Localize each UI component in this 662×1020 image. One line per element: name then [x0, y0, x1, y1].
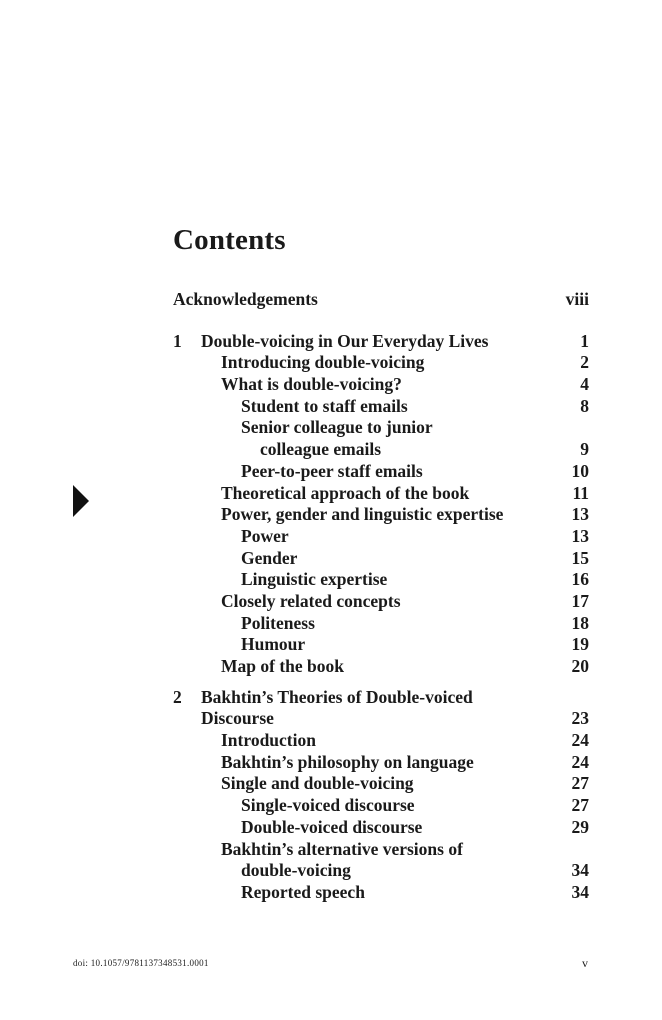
- toc-subsection-page: 13: [571, 525, 589, 546]
- toc-entry-title: Acknowledgements: [173, 289, 318, 309]
- toc-subsection-title: Peer-to-peer staff emails: [241, 460, 423, 481]
- toc-section-title: What is double-voicing?: [221, 374, 402, 395]
- toc-section[interactable]: [173, 656, 589, 678]
- toc-section-title: Closely related concepts: [221, 590, 401, 611]
- toc-section-continued[interactable]: [173, 860, 589, 882]
- toc-subsection-page: 29: [571, 816, 589, 837]
- toc-subsection[interactable]: [173, 548, 589, 570]
- toc-subsection-page: 9: [580, 439, 589, 460]
- toc-subsection[interactable]: [173, 882, 589, 904]
- chapter-title-continued: Discourse: [201, 708, 274, 729]
- toc-subsection-title: Gender: [241, 547, 298, 568]
- toc-section-page: 2: [580, 352, 589, 373]
- chapter-number: 2: [173, 686, 182, 707]
- toc-entry-page: viii: [565, 289, 589, 309]
- chapter-page: 23: [571, 708, 589, 729]
- toc-subsection-page: 27: [571, 795, 589, 816]
- toc-subsection[interactable]: [173, 526, 589, 548]
- chapter-title: Bakhtin’s Theories of Double-voiced: [201, 686, 473, 707]
- toc-subsection-page: 10: [571, 460, 589, 481]
- toc-section[interactable]: [173, 839, 589, 861]
- toc-subsection-title: Senior colleague to junior: [241, 417, 433, 438]
- toc-subsection-title: Politeness: [241, 612, 315, 633]
- toc-chapter-2[interactable]: [173, 687, 589, 709]
- chapter-title: Double-voicing in Our Everyday Lives: [201, 330, 489, 351]
- page-title: Contents: [173, 224, 286, 256]
- chapter-number: 1: [173, 330, 182, 351]
- toc-chapter-2-continued[interactable]: [173, 708, 589, 730]
- toc-subsection[interactable]: [173, 634, 589, 656]
- toc-section-page: 20: [571, 656, 589, 676]
- toc-subsection-continued[interactable]: [173, 439, 589, 461]
- toc-section-title: Bakhtin’s philosophy on language: [221, 751, 474, 772]
- toc-section-title: Power, gender and linguistic expertise: [221, 504, 504, 525]
- toc-subsection[interactable]: [173, 461, 589, 483]
- toc-section-page: 24: [571, 730, 589, 751]
- toc-section[interactable]: [173, 591, 589, 613]
- toc-section-title: Theoretical approach of the book: [221, 482, 470, 503]
- toc-section-page: 27: [571, 773, 589, 794]
- toc-section-title: Bakhtin’s alternative versions of: [221, 838, 463, 859]
- toc-section-title: double-voicing: [241, 860, 351, 881]
- chapter-page: 1: [580, 330, 589, 351]
- toc-section-title: Introducing double-voicing: [221, 352, 425, 373]
- toc-subsection-title: Humour: [241, 634, 306, 655]
- toc-section[interactable]: [173, 352, 589, 374]
- toc-section-page: 17: [571, 590, 589, 611]
- toc-section-page: 4: [580, 374, 589, 395]
- toc-section-page: 13: [571, 504, 589, 525]
- toc-section-title: Introduction: [221, 730, 316, 751]
- toc-subsection-title: Power: [241, 525, 289, 546]
- toc-subsection[interactable]: [173, 569, 589, 591]
- toc-subsection-page: 18: [571, 612, 589, 633]
- toc-section-page: 24: [571, 751, 589, 772]
- toc-subsection-page: 34: [571, 881, 589, 902]
- toc-subsection-title: Student to staff emails: [241, 395, 408, 416]
- table-of-contents: [173, 289, 589, 904]
- toc-section[interactable]: [173, 483, 589, 505]
- toc-section-page: 34: [571, 860, 589, 881]
- toc-subsection[interactable]: [173, 396, 589, 418]
- toc-subsection-page: 8: [580, 395, 589, 416]
- toc-subsection-title: colleague emails: [260, 439, 382, 460]
- toc-section-page: 11: [572, 482, 589, 503]
- page-number: v: [582, 956, 588, 970]
- toc-section-title: Single and double-voicing: [221, 773, 414, 794]
- toc-subsection[interactable]: [173, 817, 589, 839]
- toc-subsection[interactable]: [173, 417, 589, 439]
- toc-section-title: Map of the book: [221, 656, 344, 676]
- doi-footer: doi: 10.1057/9781137348531.0001: [73, 958, 209, 968]
- toc-subsection-page: 19: [571, 634, 589, 655]
- toc-subsection-page: 15: [571, 547, 589, 568]
- toc-section[interactable]: [173, 504, 589, 526]
- toc-subsection-title: Single-voiced discourse: [241, 795, 415, 816]
- toc-subsection-title: Reported speech: [241, 881, 365, 902]
- toc-subsection[interactable]: [173, 613, 589, 635]
- toc-section[interactable]: [173, 773, 589, 795]
- next-page-arrow-icon[interactable]: [73, 485, 89, 517]
- toc-entry-acknowledgements[interactable]: [173, 289, 589, 311]
- toc-subsection-title: Linguistic expertise: [241, 569, 388, 590]
- toc-subsection[interactable]: [173, 795, 589, 817]
- toc-chapter-1[interactable]: [173, 331, 589, 353]
- toc-section[interactable]: [173, 730, 589, 752]
- toc-subsection-title: Double-voiced discourse: [241, 816, 423, 837]
- toc-section[interactable]: [173, 374, 589, 396]
- toc-subsection-page: 16: [571, 569, 589, 590]
- toc-section[interactable]: [173, 752, 589, 774]
